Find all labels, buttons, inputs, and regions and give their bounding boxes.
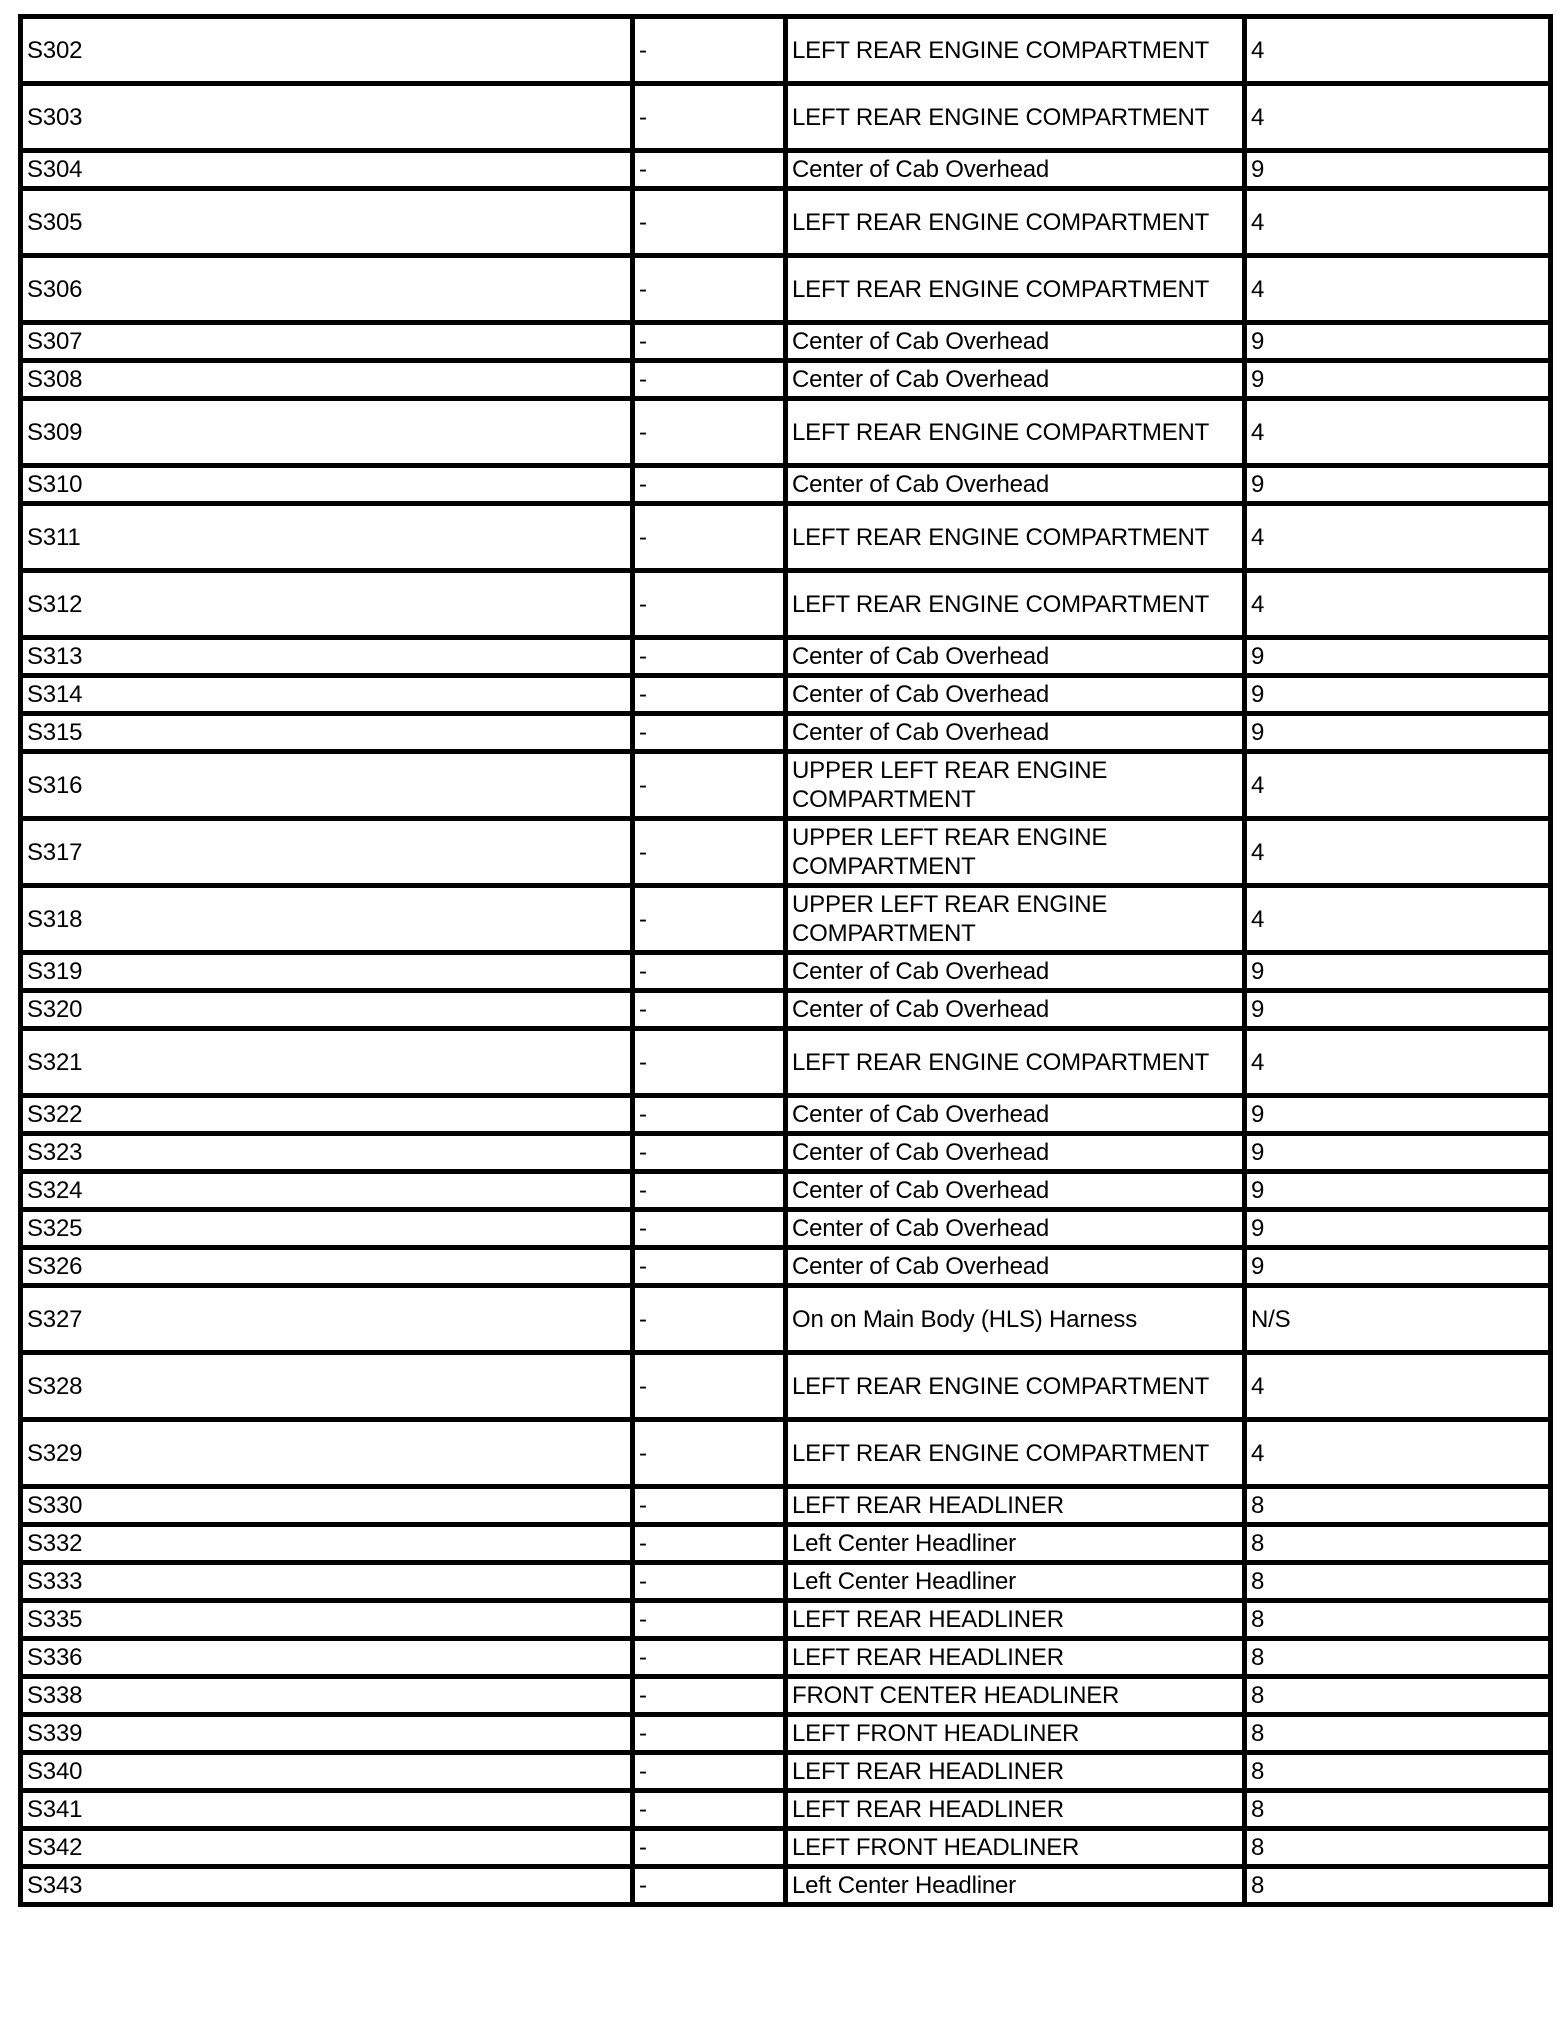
view-cell: 9: [1245, 361, 1551, 399]
splice-id-cell: S335: [21, 1601, 633, 1639]
option-cell: -: [633, 466, 786, 504]
splice-id-cell: S306: [21, 256, 633, 323]
table-row: [21, 991, 1551, 1029]
location-cell: LEFT REAR HEADLINER: [786, 1753, 1245, 1791]
view-cell: 8: [1245, 1525, 1551, 1563]
location-cell: Left Center Headliner: [786, 1867, 1245, 1905]
location-cell: Left Center Headliner: [786, 1563, 1245, 1601]
option-cell: -: [633, 17, 786, 84]
table-row: [21, 819, 1551, 886]
location-cell: LEFT REAR HEADLINER: [786, 1791, 1245, 1829]
table-row: [21, 1210, 1551, 1248]
option-cell: -: [633, 256, 786, 323]
option-cell: -: [633, 886, 786, 953]
table-row: [21, 1525, 1551, 1563]
splice-id-cell: S316: [21, 752, 633, 819]
splice-id-cell: S327: [21, 1286, 633, 1353]
view-cell: 9: [1245, 1172, 1551, 1210]
splice-id-cell: S315: [21, 714, 633, 752]
location-cell: LEFT REAR ENGINE COMPARTMENT: [786, 504, 1245, 571]
splice-id-cell: S307: [21, 323, 633, 361]
view-cell: 8: [1245, 1639, 1551, 1677]
splice-id-cell: S329: [21, 1420, 633, 1487]
table-row: [21, 17, 1551, 84]
location-cell: Center of Cab Overhead: [786, 1210, 1245, 1248]
view-cell: 4: [1245, 17, 1551, 84]
splice-id-cell: S338: [21, 1677, 633, 1715]
location-cell: LEFT REAR HEADLINER: [786, 1487, 1245, 1525]
option-cell: -: [633, 1791, 786, 1829]
view-cell: 4: [1245, 571, 1551, 638]
location-cell: Center of Cab Overhead: [786, 466, 1245, 504]
splice-id-cell: S312: [21, 571, 633, 638]
splice-id-cell: S336: [21, 1639, 633, 1677]
splice-id-cell: S319: [21, 953, 633, 991]
splice-id-cell: S333: [21, 1563, 633, 1601]
location-cell: LEFT REAR ENGINE COMPARTMENT: [786, 1029, 1245, 1096]
table-row: [21, 399, 1551, 466]
table-row: [21, 1753, 1551, 1791]
option-cell: -: [633, 991, 786, 1029]
splice-id-cell: S342: [21, 1829, 633, 1867]
location-cell: Center of Cab Overhead: [786, 1248, 1245, 1286]
splice-id-cell: S326: [21, 1248, 633, 1286]
table-row: [21, 714, 1551, 752]
view-cell: 4: [1245, 1353, 1551, 1420]
table-row: [21, 1096, 1551, 1134]
table-row: [21, 1601, 1551, 1639]
table-row: [21, 752, 1551, 819]
splice-id-cell: S317: [21, 819, 633, 886]
option-cell: -: [633, 1563, 786, 1601]
splice-id-cell: S339: [21, 1715, 633, 1753]
option-cell: -: [633, 504, 786, 571]
view-cell: 8: [1245, 1791, 1551, 1829]
splice-id-cell: S309: [21, 399, 633, 466]
table-row: [21, 676, 1551, 714]
option-cell: -: [633, 1420, 786, 1487]
view-cell: 8: [1245, 1753, 1551, 1791]
splice-id-cell: S314: [21, 676, 633, 714]
location-cell: UPPER LEFT REAR ENGINE COMPARTMENT: [786, 819, 1245, 886]
splice-id-cell: S325: [21, 1210, 633, 1248]
splice-id-cell: S343: [21, 1867, 633, 1905]
location-cell: LEFT REAR ENGINE COMPARTMENT: [786, 1420, 1245, 1487]
location-cell: LEFT REAR ENGINE COMPARTMENT: [786, 17, 1245, 84]
option-cell: -: [633, 1525, 786, 1563]
view-cell: 9: [1245, 1248, 1551, 1286]
location-cell: LEFT REAR ENGINE COMPARTMENT: [786, 256, 1245, 323]
splice-id-cell: S311: [21, 504, 633, 571]
view-cell: 8: [1245, 1487, 1551, 1525]
table-row: [21, 1248, 1551, 1286]
option-cell: -: [633, 1753, 786, 1791]
table-row: [21, 1029, 1551, 1096]
view-cell: 8: [1245, 1677, 1551, 1715]
option-cell: -: [633, 1867, 786, 1905]
view-cell: 4: [1245, 1029, 1551, 1096]
table-row: [21, 1677, 1551, 1715]
location-cell: LEFT REAR ENGINE COMPARTMENT: [786, 1353, 1245, 1420]
location-cell: FRONT CENTER HEADLINER: [786, 1677, 1245, 1715]
option-cell: -: [633, 1639, 786, 1677]
location-cell: Center of Cab Overhead: [786, 1172, 1245, 1210]
option-cell: -: [633, 1096, 786, 1134]
option-cell: -: [633, 638, 786, 676]
view-cell: 9: [1245, 953, 1551, 991]
table-row: [21, 1134, 1551, 1172]
table-row: [21, 1829, 1551, 1867]
table-row: [21, 323, 1551, 361]
table-row: [21, 84, 1551, 151]
option-cell: -: [633, 1487, 786, 1525]
location-cell: UPPER LEFT REAR ENGINE COMPARTMENT: [786, 752, 1245, 819]
location-cell: LEFT FRONT HEADLINER: [786, 1829, 1245, 1867]
location-cell: Center of Cab Overhead: [786, 1096, 1245, 1134]
view-cell: 4: [1245, 399, 1551, 466]
location-cell: Center of Cab Overhead: [786, 676, 1245, 714]
location-cell: LEFT REAR ENGINE COMPARTMENT: [786, 399, 1245, 466]
splice-id-cell: S341: [21, 1791, 633, 1829]
splice-id-cell: S318: [21, 886, 633, 953]
splice-id-cell: S305: [21, 189, 633, 256]
view-cell: 4: [1245, 84, 1551, 151]
table-row: [21, 886, 1551, 953]
option-cell: -: [633, 1248, 786, 1286]
table-row: [21, 571, 1551, 638]
view-cell: 8: [1245, 1715, 1551, 1753]
option-cell: -: [633, 1029, 786, 1096]
view-cell: 8: [1245, 1601, 1551, 1639]
option-cell: -: [633, 1172, 786, 1210]
table-row: [21, 1487, 1551, 1525]
table-row: [21, 1563, 1551, 1601]
table-row: [21, 1791, 1551, 1829]
view-cell: 9: [1245, 638, 1551, 676]
option-cell: -: [633, 399, 786, 466]
option-cell: -: [633, 323, 786, 361]
option-cell: -: [633, 1677, 786, 1715]
splice-id-cell: S304: [21, 151, 633, 189]
view-cell: 9: [1245, 1134, 1551, 1172]
option-cell: -: [633, 1353, 786, 1420]
splice-id-cell: S332: [21, 1525, 633, 1563]
view-cell: 9: [1245, 1210, 1551, 1248]
option-cell: -: [633, 1715, 786, 1753]
table-row: [21, 953, 1551, 991]
view-cell: N/S: [1245, 1286, 1551, 1353]
location-cell: Center of Cab Overhead: [786, 361, 1245, 399]
view-cell: 9: [1245, 1096, 1551, 1134]
option-cell: -: [633, 1286, 786, 1353]
splice-id-cell: S322: [21, 1096, 633, 1134]
location-cell: LEFT REAR ENGINE COMPARTMENT: [786, 84, 1245, 151]
table-row: [21, 504, 1551, 571]
view-cell: 4: [1245, 189, 1551, 256]
table-row: [21, 361, 1551, 399]
table-row: [21, 1353, 1551, 1420]
view-cell: 4: [1245, 504, 1551, 571]
view-cell: 4: [1245, 752, 1551, 819]
location-cell: UPPER LEFT REAR ENGINE COMPARTMENT: [786, 886, 1245, 953]
splice-id-cell: S324: [21, 1172, 633, 1210]
splice-id-cell: S330: [21, 1487, 633, 1525]
location-cell: Center of Cab Overhead: [786, 714, 1245, 752]
option-cell: -: [633, 1829, 786, 1867]
location-cell: Center of Cab Overhead: [786, 323, 1245, 361]
location-cell: Center of Cab Overhead: [786, 151, 1245, 189]
splice-id-cell: S328: [21, 1353, 633, 1420]
view-cell: 4: [1245, 886, 1551, 953]
location-cell: LEFT REAR ENGINE COMPARTMENT: [786, 571, 1245, 638]
option-cell: -: [633, 84, 786, 151]
table-row: [21, 1715, 1551, 1753]
splice-id-cell: S308: [21, 361, 633, 399]
location-cell: Center of Cab Overhead: [786, 1134, 1245, 1172]
table-row: [21, 1286, 1551, 1353]
location-cell: On on Main Body (HLS) Harness: [786, 1286, 1245, 1353]
splice-location-table: [18, 14, 1553, 1907]
table-row: [21, 1172, 1551, 1210]
option-cell: -: [633, 676, 786, 714]
view-cell: 4: [1245, 819, 1551, 886]
view-cell: 9: [1245, 151, 1551, 189]
location-cell: Center of Cab Overhead: [786, 991, 1245, 1029]
table-row: [21, 1420, 1551, 1487]
table-row: [21, 1639, 1551, 1677]
option-cell: -: [633, 361, 786, 399]
splice-id-cell: S302: [21, 17, 633, 84]
location-cell: Center of Cab Overhead: [786, 638, 1245, 676]
option-cell: -: [633, 1601, 786, 1639]
option-cell: -: [633, 819, 786, 886]
table-body: [21, 17, 1551, 1905]
view-cell: 8: [1245, 1867, 1551, 1905]
location-cell: LEFT REAR ENGINE COMPARTMENT: [786, 189, 1245, 256]
splice-id-cell: S303: [21, 84, 633, 151]
splice-id-cell: S323: [21, 1134, 633, 1172]
splice-id-cell: S340: [21, 1753, 633, 1791]
location-cell: Center of Cab Overhead: [786, 953, 1245, 991]
view-cell: 8: [1245, 1829, 1551, 1867]
option-cell: -: [633, 571, 786, 638]
view-cell: 4: [1245, 256, 1551, 323]
table-row: [21, 189, 1551, 256]
view-cell: 4: [1245, 1420, 1551, 1487]
table-row: [21, 638, 1551, 676]
view-cell: 9: [1245, 323, 1551, 361]
location-cell: LEFT FRONT HEADLINER: [786, 1715, 1245, 1753]
table-row: [21, 151, 1551, 189]
option-cell: -: [633, 953, 786, 991]
table-row: [21, 1867, 1551, 1905]
splice-id-cell: S321: [21, 1029, 633, 1096]
splice-id-cell: S320: [21, 991, 633, 1029]
view-cell: 9: [1245, 676, 1551, 714]
view-cell: 9: [1245, 466, 1551, 504]
location-cell: LEFT REAR HEADLINER: [786, 1601, 1245, 1639]
option-cell: -: [633, 714, 786, 752]
option-cell: -: [633, 189, 786, 256]
table-row: [21, 256, 1551, 323]
location-cell: Left Center Headliner: [786, 1525, 1245, 1563]
view-cell: 9: [1245, 714, 1551, 752]
option-cell: -: [633, 1210, 786, 1248]
view-cell: 9: [1245, 991, 1551, 1029]
option-cell: -: [633, 1134, 786, 1172]
splice-id-cell: S310: [21, 466, 633, 504]
view-cell: 8: [1245, 1563, 1551, 1601]
location-cell: LEFT REAR HEADLINER: [786, 1639, 1245, 1677]
splice-id-cell: S313: [21, 638, 633, 676]
table-row: [21, 466, 1551, 504]
option-cell: -: [633, 752, 786, 819]
option-cell: -: [633, 151, 786, 189]
